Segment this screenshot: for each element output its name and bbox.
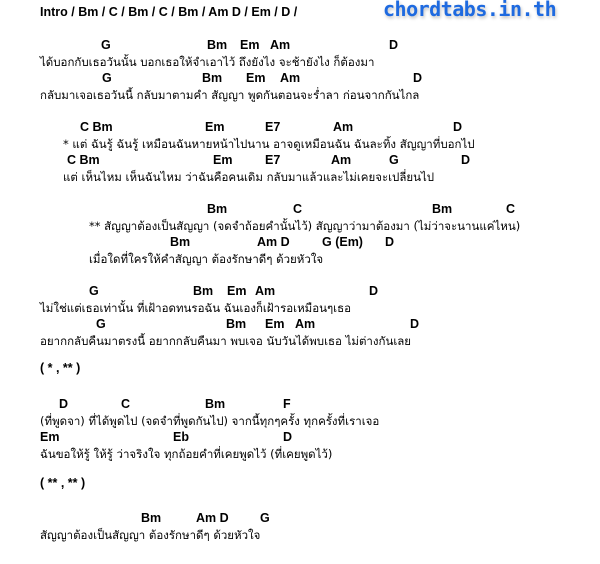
chord-label: Em [205,120,225,134]
chord-label: Em [246,71,266,85]
chord-label: F [283,397,291,411]
lyric-line: ฉันขอให้รู้ ให้รู้ ว่าจริงใจ ทุกถ้อยคำที่เคยพูดไว้ (ที่เคยพูดไว้) [40,447,333,461]
lyric-line: สัญญาต้องเป็นสัญญา ต้องรักษาดีๆ ด้วยหัวใจ [40,528,261,542]
chord-label: Am [270,38,291,52]
chord-label: Bm [226,317,247,331]
chord-label: G [102,71,112,85]
lyric-line: แต่ เห็นไหม เห็นฉันไหม ว่าฉันคือคนเดิม กลับมาแล้วและไม่เคยจะเปลี่ยนไป [63,170,435,184]
chord-label: Am [255,284,276,298]
chord-label: Am D [257,235,290,249]
chord-label: D [410,317,420,331]
chord-label: D [283,430,293,444]
lyric-line: * แต่ ฉันรู้ ฉันรู้ เหมือนฉันหายหน้าไปนาน อาจดูเหมือนฉัน ฉันละทิ้ง สัญญาที่บอกไป [63,137,475,151]
chord-label: Bm [193,284,214,298]
lyric-line: อยากกลับคืนมาตรงนี้ อยากกลับคืนมา พบเจอ นับวันได้พบเธอ ไม่ต่างกันเลย [40,334,412,348]
lyric-line: ** สัญญาต้องเป็นสัญญา (จดจำถ้อยคำนั้นไว้) สัญญาว่ามาต้องมา (ไม่ว่าจะนานแค่ไหน) [89,219,521,233]
section-marker-repeat-2: ( ** , ** ) [40,476,86,490]
chord-label: C Bm [67,153,100,167]
lyric-line: ได้บอกกับเธอวันนั้น บอกเธอให้จำเอาไว้ ถึงยังไง จะช้ายังไง ก็ต้องมา [40,55,375,69]
chord-label: G [96,317,106,331]
chord-label: D [461,153,471,167]
chord-label: Bm [205,397,226,411]
chord-label: Bm [207,38,228,52]
chord-label: G [101,38,111,52]
chord-label: Em [213,153,233,167]
chord-label: Bm [170,235,191,249]
chord-label: C [121,397,131,411]
chord-label: D [413,71,423,85]
lyric-line: (ที่พูดจา) ที่ได้พูดไป (จดจำที่พูดกันไป) จากนี้ทุกๆครั้ง ทุกครั้งที่เราเจอ [40,414,380,428]
section-marker-repeat-1: ( * , ** ) [40,361,81,375]
chord-label: Am [331,153,352,167]
lyric-line: เมื่อใดที่ใครให้คำสัญญา ต้องรักษาดีๆ ด้วยหัวใจ [89,252,324,266]
chord-label: Am [333,120,354,134]
chord-label: Em [40,430,60,444]
lyric-line: กลับมาเจอเธอวันนี้ กลับมาตามคำ สัญญา พูดกันตอนจะร่ำลา ก่อนจากกันไกล [40,88,420,102]
chord-label: Eb [173,430,189,444]
chord-label: E7 [265,153,281,167]
chord-label: D [59,397,69,411]
chord-label: C [293,202,303,216]
chord-label: Bm [141,511,162,525]
chord-label: Em [227,284,247,298]
chord-label: G [260,511,270,525]
chord-label: Am [280,71,301,85]
chord-label: Bm [432,202,453,216]
chord-label: D [389,38,399,52]
chord-label: G [389,153,399,167]
chord-label: D [369,284,379,298]
chord-label: C Bm [80,120,113,134]
chord-label: Am D [196,511,229,525]
site-logo: chordtabs.in.th [383,0,557,21]
chord-label: Em [240,38,260,52]
chord-label: Am [295,317,316,331]
chord-label: Em [265,317,285,331]
chord-label: D [385,235,395,249]
intro-chords: Intro / Bm / C / Bm / C / Bm / Am D / Em / D / [40,5,298,19]
chord-label: E7 [265,120,281,134]
chord-label: D [453,120,463,134]
chord-label: G [89,284,99,298]
lyric-line: ไม่ใช่แต่เธอเท่านั้น ที่เฝ้าอดทนรอฉัน ฉันเองก็เฝ้ารอเหมือนๆเธอ [40,301,352,315]
chord-label: Bm [202,71,223,85]
chord-label: C [506,202,516,216]
chord-label: G (Em) [322,235,363,249]
chord-label: Bm [207,202,228,216]
